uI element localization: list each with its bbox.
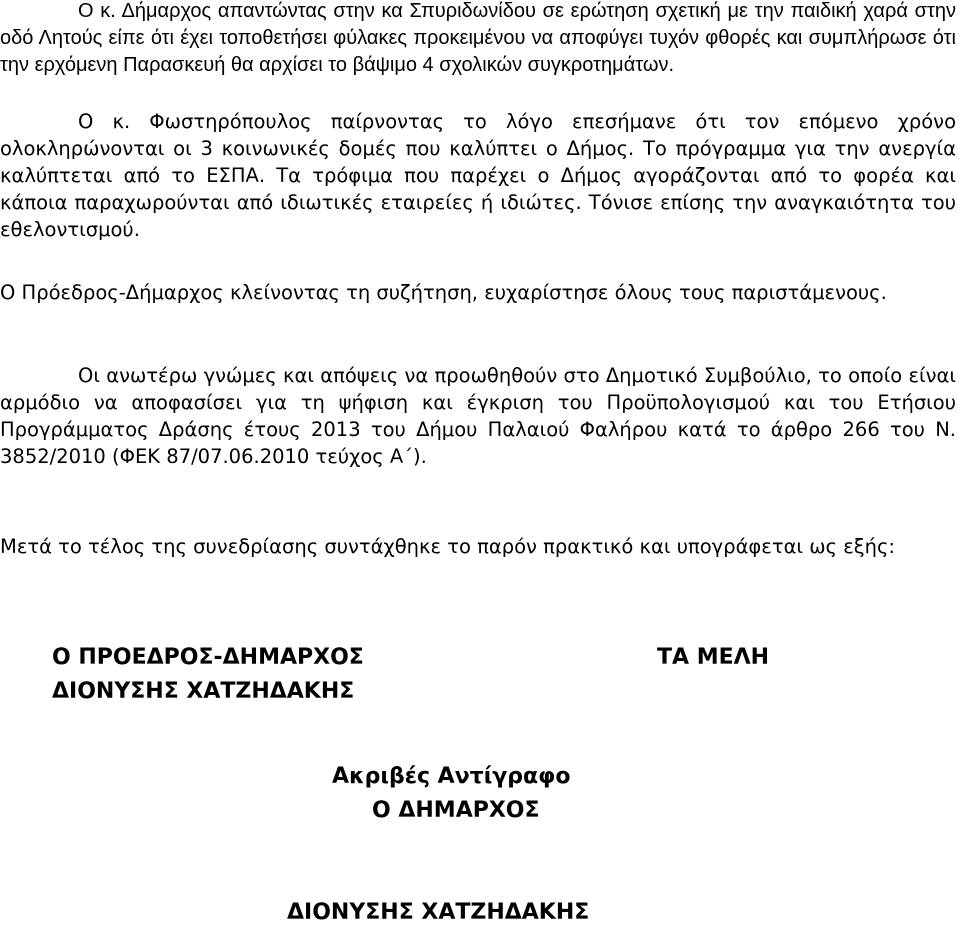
president-name: ΔΙΟΝΥΣΗΣ ΧΑΤΖΗΔΑΚΗΣ bbox=[52, 679, 355, 704]
paragraph-mayor-reply: Ο κ. Δήμαρχος απαντώντας στην κα Σπυριδωνίδου σε ερώτηση σχετική με την παιδική χαρά στην οδό Λητούς είπε ότι έχει τοποθετήσει φύλακες προκειμένου να αποφύγει τυχόν φθορές και συμπλήρωσε ότι την ερχόμενη Παρασκευή θα αρχίσει το βάψιμο 4 σχολικών συγκροτημάτων. bbox=[0, 0, 956, 76]
paragraph-fostiropoulos: Ο κ. Φωστηρόπουλος παίρνοντας το λόγο επεσήμανε ότι τον επόμενο χρόνο ολοκληρώνονται οι 3 κοινωνικές δομές που καλύπτει ο Δήμος. Το πρόγραμμα για την ανεργία καλύπτεται από το ΕΣΠΑ. Τα τρόφιμα που παρέχει ο Δήμος αγοράζονται από το φορέα και κάποια παραχωρούνται από ιδιωτικές εταιρείες ή ιδιώτες. Τόνισε επίσης την αναγκαιότητα του εθελοντισμού. bbox=[0, 110, 956, 241]
paragraph-forwarding: Οι ανωτέρω γνώμες και απόψεις να προωθηθούν στο Δημοτικό Συμβούλιο, το οποίο είναι αρμόδιο να αποφασίσει για τη ψήφιση και έγκριση του Προϋπολογισμού και του Ετήσιου Προγράμματος Δράσης έτους 2013 του Δήμου Παλαιού Φαλήρου κατά το άρθρο 266 του Ν. 3852/2010 (ΦΕΚ 87/07.06.2010 τεύχος Α΄). bbox=[0, 364, 956, 468]
mayor-title: Ο ΔΗΜΑΡΧΟΣ bbox=[372, 798, 540, 823]
paragraph-closing-discussion: Ο Πρόεδρος-Δήμαρχος κλείνοντας τη συζήτηση, ευχαρίστησε όλους τους παριστάμενους. bbox=[0, 281, 887, 304]
certified-copy-label: Ακριβές Αντίγραφο bbox=[332, 764, 571, 789]
mayor-name: ΔΙΟΝΥΣΗΣ ΧΑΤΖΗΔΑΚΗΣ bbox=[287, 900, 590, 925]
paragraph-signing: Μετά το τέλος της συνεδρίασης συντάχθηκε το παρόν πρακτικό και υπογράφεται ως εξής: bbox=[0, 535, 895, 558]
president-title: Ο ΠΡΟΕΔΡΟΣ-ΔΗΜΑΡΧΟΣ bbox=[52, 645, 364, 670]
members-title: ΤΑ ΜΕΛΗ bbox=[657, 645, 770, 670]
